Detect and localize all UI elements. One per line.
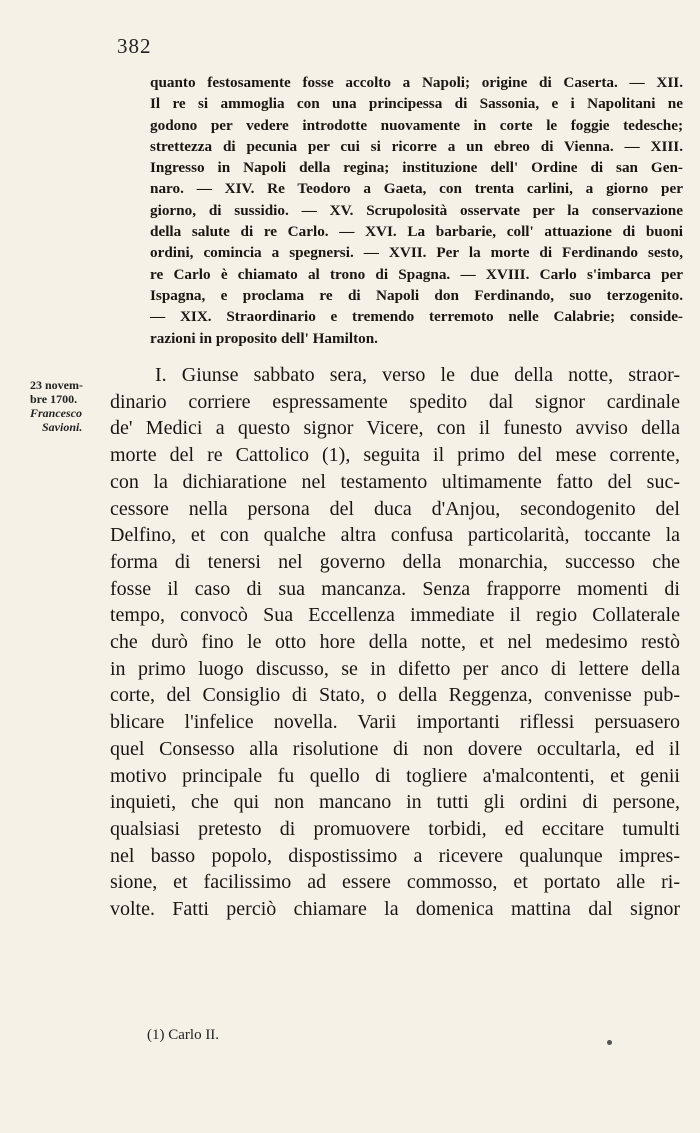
summary-line: razioni in proposito dell' Hamilton. — [150, 329, 378, 347]
body-line: inquieti, che qui non mancano in tutti gli ordini di persone, — [110, 791, 680, 814]
summary-line: naro. — XIV. Re Teodoro a Gaeta, con trenta carlini, a giorno per — [150, 180, 683, 198]
page-number: 382 — [117, 34, 152, 58]
body-line: tempo, convocò Sua Eccellenza immediate il regio Collaterale — [110, 604, 680, 627]
footnote: (1) Carlo II. — [147, 1027, 220, 1043]
summary-line: strettezza di pecunia per cui si ricorre a un ebreo di Vienna. — XIII. — [150, 137, 683, 155]
chapter-summary — [150, 72, 683, 349]
summary-line: — XIX. Straordinario e tremendo terremoto nelle Calabrie; conside- — [150, 308, 683, 326]
body-line: Delfino, et con qualche altra confusa particolarità, toccante la — [110, 524, 680, 547]
body-line: volte. Fatti perciò chiamare la domenica mattina dal signor — [110, 898, 680, 921]
body-line: corte, del Consiglio di Stato, o della Reggenza, convenisse pub- — [110, 684, 680, 707]
body-line: sione, et facilissimo ad essere commosso, et portato alle ri- — [110, 871, 680, 894]
margin-author-line: Savioni. — [42, 420, 83, 434]
body-line: blicare l'infelice novella. Varii importanti riflessi persuasero — [110, 711, 680, 734]
body-line: con la dichiaratione nel testamento ultimamente fatto del suc- — [110, 470, 680, 493]
summary-line: giorno, di sussidio. — XV. Scrupolosità osservate per la conservazione — [150, 201, 683, 219]
margin-note — [30, 378, 110, 434]
margin-date-line: 23 novem- — [30, 378, 83, 392]
body-line: fosse il caso di sua mancanza. Senza frapporre momenti di — [110, 577, 680, 600]
summary-line: godono per vedere introdotte nuovamente in corte le foggie tedesche; — [150, 116, 683, 134]
body-line: motivo principale fu quello di togliere a'malcontenti, et genii — [110, 764, 680, 787]
body-line: nel basso popolo, dispostissimo a ricevere qualunque impres- — [110, 844, 680, 867]
summary-line: della salute di re Carlo. — XVI. La barbarie, coll' attuazione di buoni — [150, 223, 683, 241]
body-line: in primo luogo discusso, se in difetto per anco di lettere della — [110, 657, 680, 680]
margin-author-line: Francesco — [30, 406, 82, 420]
body-line: quel Consesso alla risolutione di non dovere occultarla, ed il — [110, 737, 680, 760]
body-line: dinario corriere espressamente spedito dal signor cardinale — [110, 390, 680, 413]
summary-line: Ingresso in Napoli della regina; instituzione dell' Ordine di san Gen- — [150, 159, 683, 177]
body-line: I. Giunse sabbato sera, verso le due della notte, straor- — [155, 364, 680, 386]
ink-speck — [607, 1040, 612, 1045]
body-text — [110, 362, 680, 923]
body-line: morte del re Cattolico (1), seguita il primo del mese corrente, — [110, 444, 680, 467]
body-line: de' Medici a questo signor Vicere, con il funesto avviso della — [110, 417, 680, 440]
summary-line: Il re si ammoglia con una principessa di Sassonia, e i Napolitani ne — [150, 95, 683, 113]
summary-line: ordini, comincia a spegnersi. — XVII. Per la morte di Ferdinando sesto, — [150, 244, 683, 262]
body-line: cessore nella persona del duca d'Anjou, secondogenito del — [110, 497, 680, 520]
summary-line: quanto festosamente fosse accolto a Napoli; origine di Caserta. — XII. — [150, 74, 683, 91]
body-line: qualsiasi pretesto di promuovere torbidi, ed eccitare tumulti — [110, 817, 680, 840]
summary-line: re Carlo è chiamato al trono di Spagna. — XVIII. Carlo s'imbarca per — [150, 265, 683, 283]
summary-line: Ispagna, e proclama re di Napoli don Ferdinando, suo terzogenito. — [150, 286, 683, 304]
body-line: che durò fino le otto hore della notte, et nel medesimo restò — [110, 631, 680, 654]
margin-date-line: bre 1700. — [30, 392, 78, 406]
body-line: forma di tenersi nel governo della monarchia, successo che — [110, 550, 680, 573]
